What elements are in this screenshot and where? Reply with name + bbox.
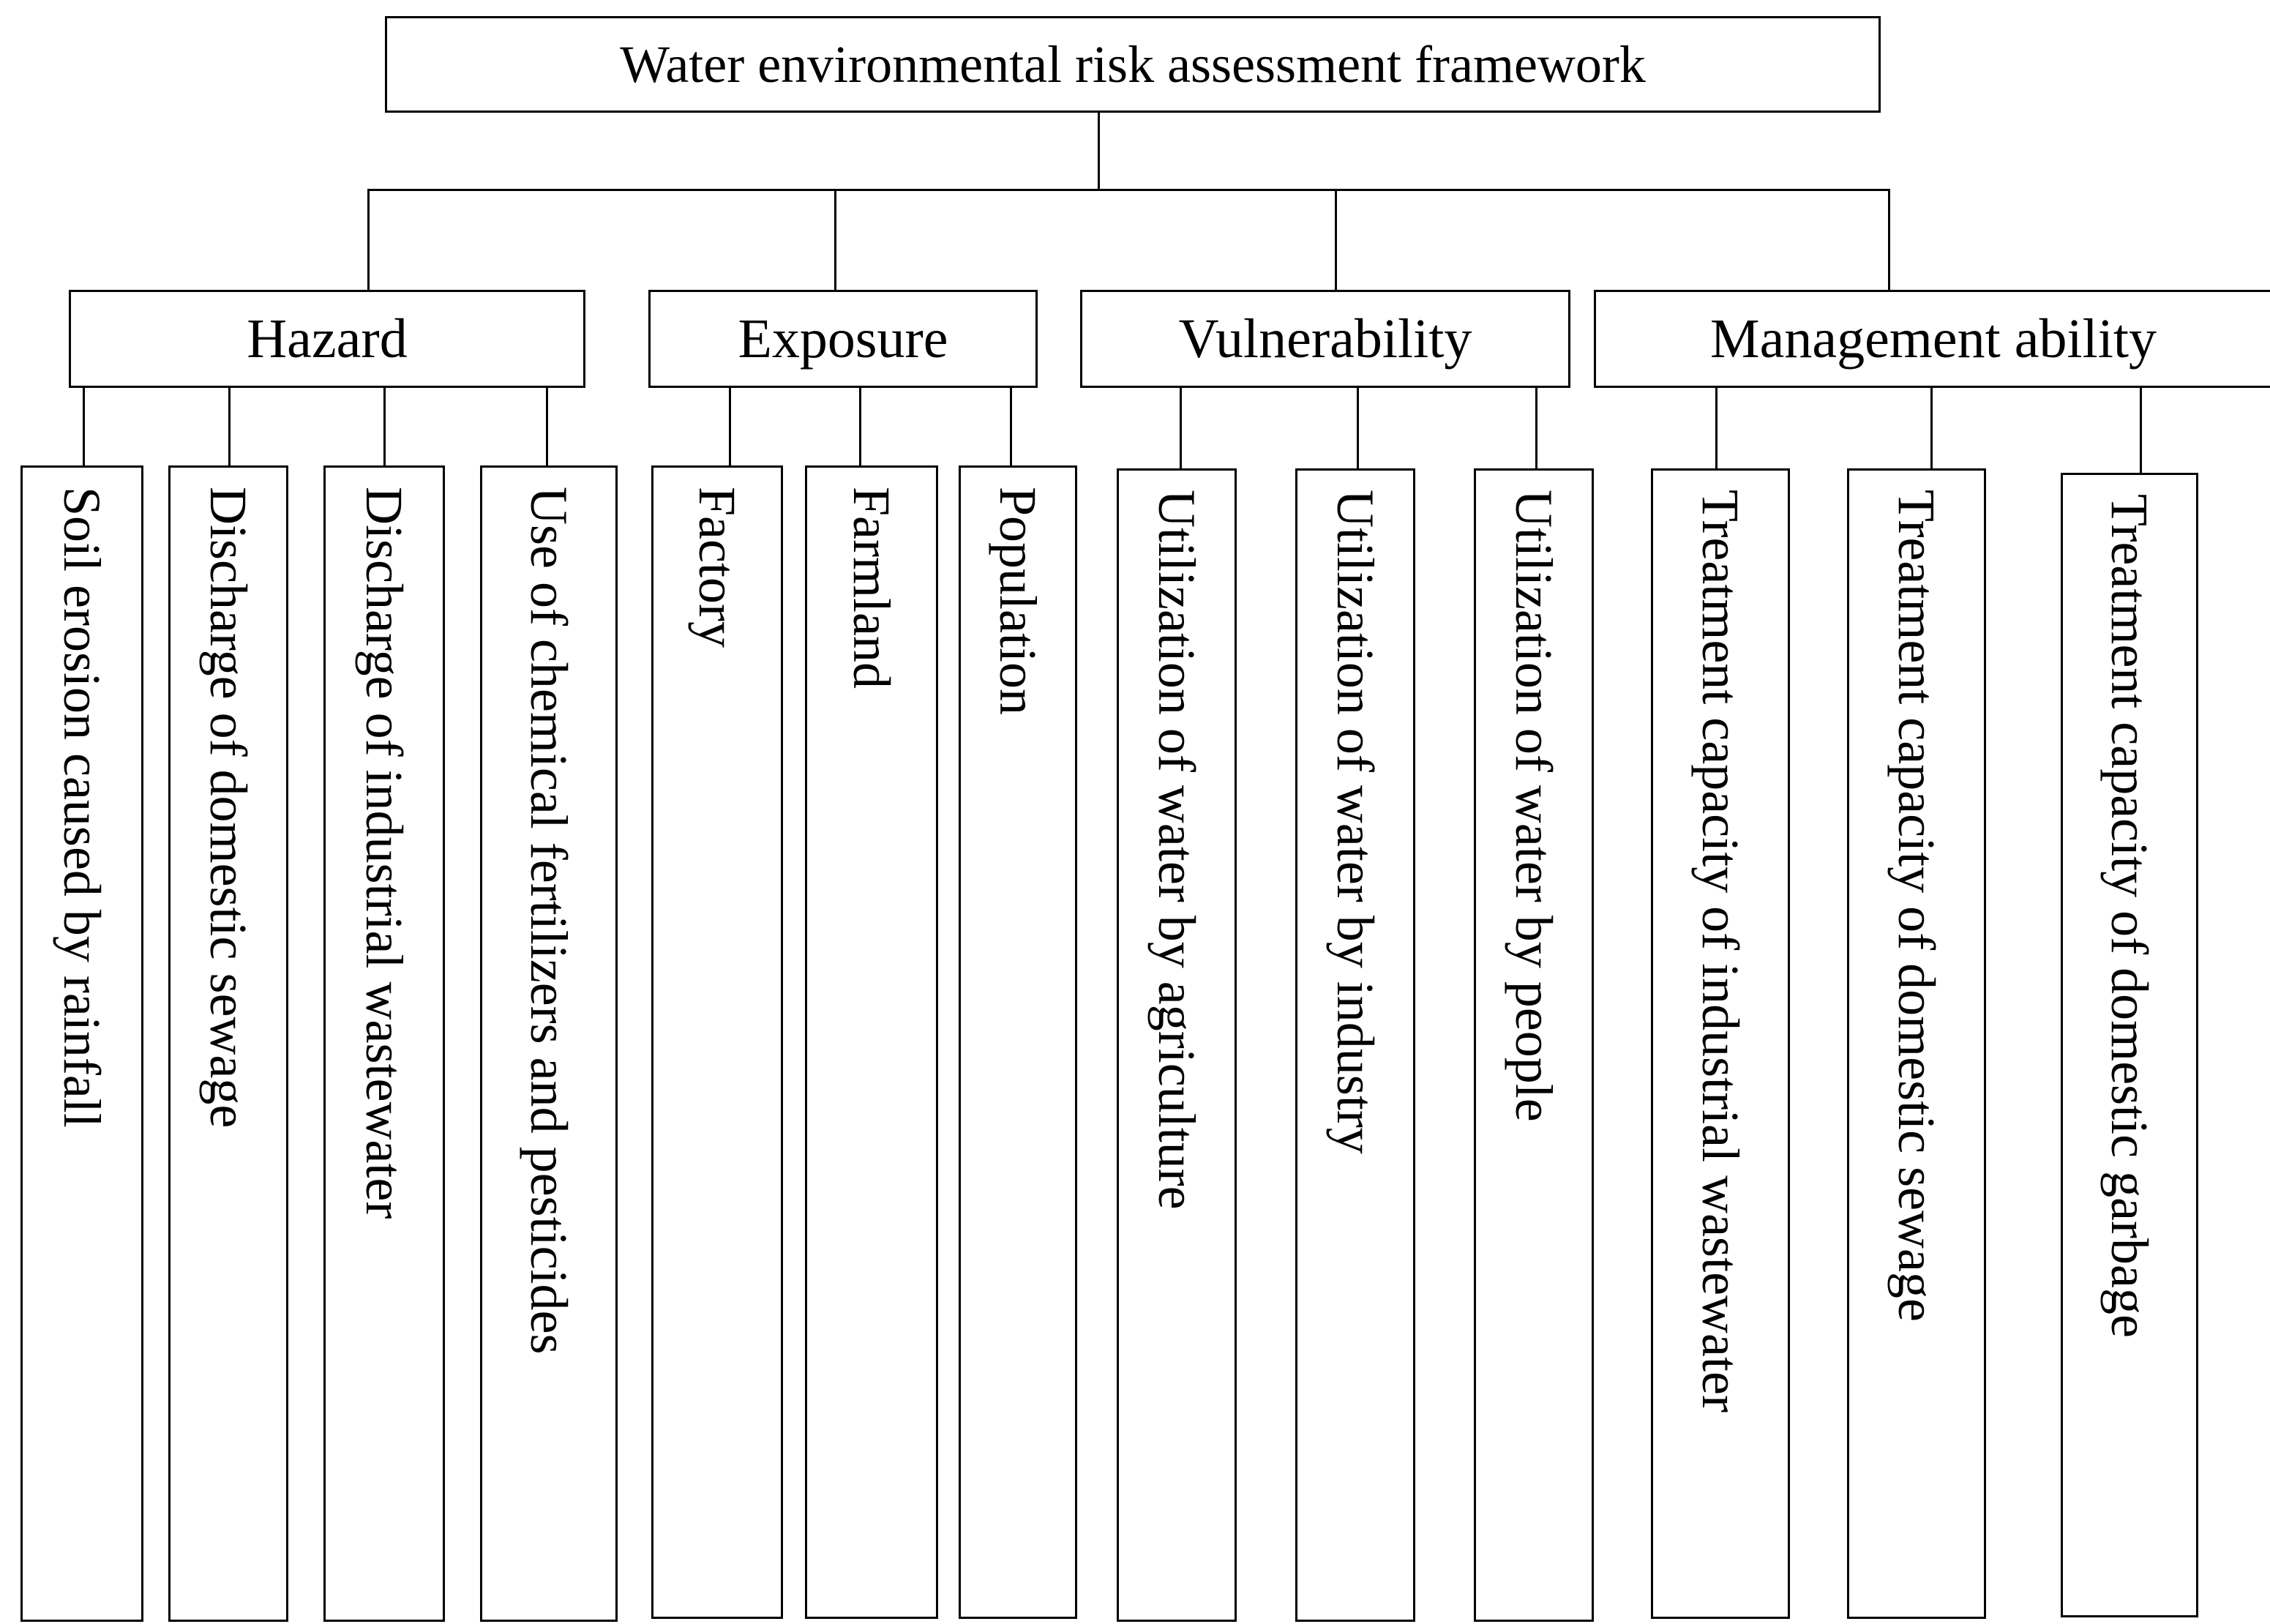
indicator-label: Treatment capacity of domestic sewage	[1887, 490, 1946, 1322]
connector-management-item-3	[2140, 386, 2142, 474]
connector-management	[1888, 189, 1890, 291]
indicator-label: Soil erosion caused by rainfall	[53, 487, 111, 1128]
category-management-ability	[1594, 290, 2270, 388]
connector-bus	[367, 189, 1889, 191]
indicator-box	[20, 465, 143, 1622]
connector-exposure-item-1	[729, 386, 731, 467]
indicator-box	[1847, 468, 1986, 1619]
root-node	[385, 16, 1881, 113]
indicator-box	[1295, 468, 1415, 1622]
indicator-label: Treatment capacity of domestic garbage	[2100, 494, 2159, 1338]
connector-vulnerability	[1335, 189, 1337, 291]
indicator-box	[1117, 468, 1237, 1622]
indicator-label: Farmland	[842, 487, 901, 689]
indicator-label: Use of chemical fertilizers and pesticides	[520, 487, 578, 1355]
connector-vulnerability-item-2	[1357, 386, 1359, 470]
indicator-label: Utilization of water by people	[1505, 490, 1563, 1122]
connector-management-item-2	[1930, 386, 1933, 470]
indicator-box	[480, 465, 618, 1622]
indicator-label: Population	[989, 487, 1047, 716]
category-hazard-label: Hazard	[247, 307, 408, 370]
connector-vulnerability-item-1	[1180, 386, 1182, 470]
indicator-box	[1474, 468, 1594, 1622]
connector-exposure-item-2	[859, 386, 861, 467]
connector-exposure	[834, 189, 836, 291]
connector-hazard-item-2	[228, 386, 231, 467]
category-exposure-label: Exposure	[738, 307, 948, 370]
indicator-box	[323, 465, 445, 1622]
connector-hazard-item-3	[383, 386, 386, 467]
connector-management-item-1	[1715, 386, 1718, 470]
indicator-label: Utilization of water by agriculture	[1147, 490, 1206, 1210]
connector-root	[1098, 110, 1100, 190]
root-title: Water environmental risk assessment framework	[620, 34, 1646, 94]
indicator-label: Discharge of domestic sewage	[199, 487, 258, 1129]
indicator-box	[1651, 468, 1790, 1619]
indicator-label: Utilization of water by industry	[1326, 490, 1385, 1154]
category-vulnerability	[1080, 290, 1570, 388]
connector-exposure-item-3	[1010, 386, 1012, 467]
indicator-box	[805, 465, 938, 1619]
category-hazard	[69, 290, 585, 388]
category-vulnerability-label: Vulnerability	[1178, 307, 1472, 370]
indicator-box	[651, 465, 783, 1619]
connector-hazard	[367, 189, 370, 291]
category-management-ability-label: Management ability	[1710, 307, 2157, 370]
indicator-label: Factory	[688, 487, 746, 648]
connector-vulnerability-item-3	[1535, 386, 1537, 470]
connector-hazard-item-1	[83, 386, 85, 467]
indicator-box	[959, 465, 1077, 1619]
indicator-box	[2061, 473, 2198, 1617]
indicator-box	[168, 465, 288, 1622]
connector-hazard-item-4	[546, 386, 548, 467]
indicator-label: Treatment capacity of industrial wastewater	[1691, 490, 1750, 1412]
category-exposure	[648, 290, 1038, 388]
indicator-label: Discharge of industrial wastewater	[355, 487, 413, 1219]
